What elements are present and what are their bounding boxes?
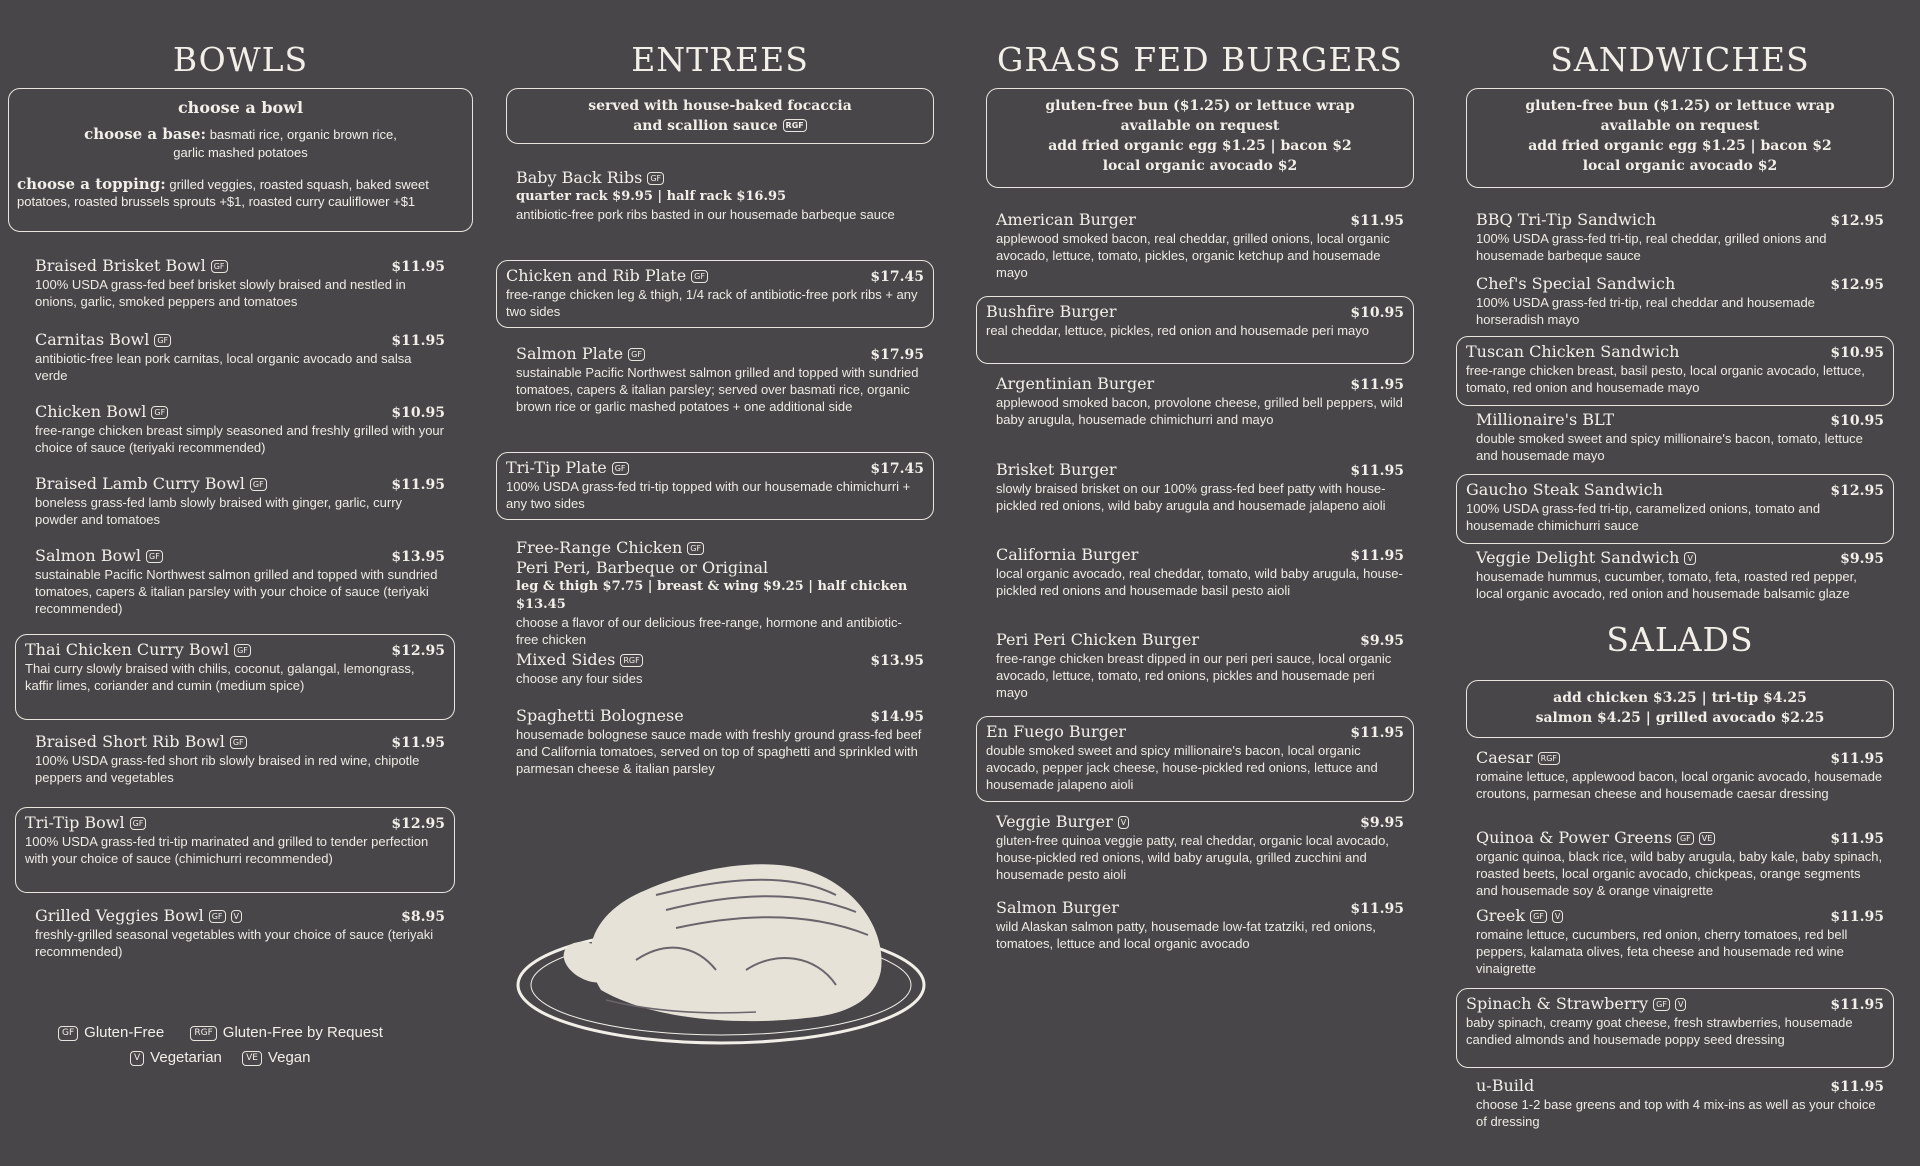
gf-icon: GF	[154, 334, 171, 347]
item-header	[1476, 906, 1884, 926]
item-description: 100% USDA grass-fed beef brisket slowly braised and nestled in onions, garlic, smoked peppers and tomatoes	[35, 277, 406, 309]
item-header	[986, 722, 1404, 742]
item-description: housemade bolognese sauce made with freshly ground grass-fed beef and California tomatoes, served on top of spaghetti and sprinkled with parmesan cheese & italian parsley	[516, 727, 922, 776]
item-header	[35, 402, 445, 422]
item-title	[1476, 210, 1656, 230]
menu-item	[506, 168, 934, 242]
item-price: $11.95	[1350, 463, 1404, 479]
item-name: American Burger	[996, 210, 1136, 229]
intro-line: add fried organic egg $1.25 | bacon $2	[1528, 138, 1832, 154]
menu-item	[1456, 474, 1894, 544]
item-title	[1466, 994, 1686, 1014]
item-header	[35, 474, 445, 494]
item-name: Braised Lamb Curry Bowl	[35, 474, 245, 493]
gf-icon: GF	[687, 542, 704, 555]
item-description: 100% USDA grass-fed short rib slowly braised in red wine, chipotle peppers and vegetables	[35, 753, 420, 785]
item-description: baby spinach, creamy goat cheese, fresh strawberries, housemade candied almonds and housemade poppy seed dressing	[1466, 1015, 1853, 1047]
menu-item	[506, 706, 934, 802]
menu-item	[25, 256, 455, 316]
item-price: $11.95	[391, 333, 445, 349]
item-price: $17.45	[870, 269, 924, 285]
item-name: Tuscan Chicken Sandwich	[1466, 342, 1680, 361]
item-name: Greek	[1476, 906, 1526, 925]
item-description: real cheddar, lettuce, pickles, red onion and housemade peri mayo	[986, 323, 1370, 338]
item-name: Salmon Bowl	[35, 546, 142, 565]
item-title	[25, 813, 146, 833]
item-header	[1476, 548, 1884, 568]
item-name: Grilled Veggies Bowl	[35, 906, 204, 925]
item-title	[35, 330, 171, 350]
item-title	[986, 722, 1126, 742]
item-description: 100% USDA grass-fed tri-tip, caramelized onions, tomato and housemade chimichurri sauce	[1466, 501, 1821, 533]
item-header	[1476, 828, 1884, 848]
menu-item	[25, 330, 455, 388]
item-name: Argentinian Burger	[996, 374, 1155, 393]
gf-icon: GF	[146, 550, 163, 563]
bowls-topping: choose a topping: grilled veggies, roasted squash, baked sweet potatoes, roasted brussels sprouts +$1, roasted curry cauliflower +$1	[17, 175, 429, 209]
menu-item	[25, 546, 455, 622]
gf-icon: GF	[1530, 910, 1547, 923]
item-title	[996, 545, 1138, 565]
gf-icon: GF	[230, 736, 247, 749]
item-name: u-Build	[1476, 1076, 1535, 1095]
menu-item	[986, 812, 1414, 890]
item-price: $11.95	[1830, 751, 1884, 767]
menu-item	[496, 452, 934, 520]
item-title	[25, 640, 251, 660]
item-header	[996, 630, 1404, 650]
item-header	[25, 640, 445, 660]
item-price: $10.95	[1830, 345, 1884, 361]
item-name: Chef's Special Sandwich	[1476, 274, 1676, 293]
intro-line: local organic avocado $2	[1582, 158, 1778, 174]
gf-icon: GF	[130, 817, 147, 830]
item-name: Spinach & Strawberry	[1466, 994, 1649, 1013]
item-name: Salmon Plate	[516, 344, 624, 363]
item-title	[35, 474, 267, 494]
item-price: $17.95	[870, 347, 924, 363]
burgers-column	[986, 0, 1414, 951]
item-price: $11.95	[1830, 831, 1884, 847]
item-description: freshly-grilled seasonal vegetables with your choice of sauce (teriyaki recommended)	[35, 927, 434, 959]
item-name: Chicken Bowl	[35, 402, 147, 421]
item-header	[996, 374, 1404, 394]
item-description: free-range chicken breast dipped in our peri peri sauce, local organic avocado, lettuce, tomato, red onions, pickles and housemade peri mayo	[996, 651, 1392, 700]
item-description: antibiotic-free pork ribs basted in our housemade barbeque sauce	[516, 207, 895, 222]
item-description: double smoked sweet and spicy millionaire's bacon, tomato, lettuce and housemade mayo	[1476, 431, 1863, 463]
bowls-choose: choose a bowl	[177, 98, 304, 117]
v-icon: V	[1675, 998, 1686, 1011]
menu-item	[1466, 274, 1894, 330]
burgers-intro-box	[986, 88, 1414, 188]
item-header	[996, 460, 1404, 480]
item-header	[1466, 480, 1884, 500]
item-title	[996, 898, 1119, 918]
item-name: Braised Brisket Bowl	[35, 256, 206, 275]
gf-icon: GF	[151, 406, 168, 419]
item-price: $9.95	[1360, 633, 1404, 649]
menu-item	[986, 898, 1414, 956]
item-price: $12.95	[391, 816, 445, 832]
menu-item	[25, 732, 455, 790]
item-header	[506, 458, 924, 478]
item-description: antibiotic-free lean pork carnitas, local organic avocado and salsa verde	[35, 351, 412, 383]
item-header	[996, 812, 1404, 832]
item-title	[1476, 748, 1560, 768]
item-title	[996, 374, 1154, 394]
rgf-icon: RGF	[190, 1026, 216, 1041]
item-price: $11.95	[1350, 377, 1404, 393]
item-title	[516, 706, 684, 726]
item-title	[516, 538, 704, 558]
item-name: Thai Chicken Curry Bowl	[25, 640, 230, 659]
item-description: organic quinoa, black rice, wild baby arugula, baby kale, baby spinach, roasted beets, local organic avocado, chickpeas, orange segments and housemade soy & orange vinaigrette	[1476, 849, 1883, 898]
item-description: choose any four sides	[516, 671, 643, 686]
menu-item	[986, 374, 1414, 452]
item-title	[506, 266, 708, 286]
menu-item	[1466, 828, 1894, 902]
menu-item	[976, 716, 1414, 802]
gf-icon: GF	[209, 910, 226, 923]
item-header	[35, 330, 445, 350]
item-header	[1476, 410, 1884, 430]
item-price: $11.95	[1830, 997, 1884, 1013]
item-title	[1476, 274, 1675, 294]
salads-heading: SALADS	[1606, 620, 1754, 659]
entrees-column	[506, 0, 934, 776]
item-title	[1476, 828, 1715, 848]
gf-icon: GF	[58, 1026, 78, 1041]
item-description: sustainable Pacific Northwest salmon grilled and topped with sundried tomatoes, capers & italian parsley with your choice of sauce (teriyaki recommended)	[35, 567, 438, 616]
menu-item	[986, 545, 1414, 623]
item-portions: quarter rack $9.95 | half rack $16.95	[516, 189, 787, 204]
item-description: boneless grass-fed lamb slowly braised with ginger, garlic, curry powder and tomatoes	[35, 495, 403, 527]
item-name: Chicken and Rib Plate	[506, 266, 687, 285]
item-name: Gaucho Steak Sandwich	[1466, 480, 1663, 499]
item-price: $14.95	[870, 709, 924, 725]
item-header	[35, 732, 445, 752]
item-price: $10.95	[391, 405, 445, 421]
item-name: Brisket Burger	[996, 460, 1117, 479]
item-price: $9.95	[1840, 551, 1884, 567]
item-description: free-range chicken breast simply seasoned and freshly grilled with your choice of sauce (teriyaki recommended)	[35, 423, 444, 455]
item-title	[996, 630, 1199, 650]
item-description: free-range chicken leg & thigh, 1/4 rack of antibiotic-free pork ribs + any two sides	[506, 287, 918, 319]
gf-icon: GF	[628, 348, 645, 361]
item-header	[516, 650, 924, 670]
item-price: $12.95	[391, 643, 445, 659]
item-price: $11.95	[1350, 901, 1404, 917]
item-header	[986, 302, 1404, 322]
menu-item	[25, 906, 455, 982]
item-name: Millionaire's BLT	[1476, 410, 1615, 429]
item-title	[1466, 480, 1663, 500]
item-name: Peri Peri Chicken Burger	[996, 630, 1199, 649]
item-description: 100% USDA grass-fed tri-tip marinated and grilled to tender perfection with your choice of sauce (chimichurri recommended)	[25, 834, 429, 866]
item-price: $11.95	[391, 477, 445, 493]
menu-item	[986, 630, 1414, 708]
v-icon: V	[1684, 552, 1695, 565]
item-name: Tri-Tip Bowl	[25, 813, 125, 832]
entrees-intro-box: served with house-baked focaccia and scallion sauce RGF	[506, 88, 934, 144]
item-description: applewood smoked bacon, real cheddar, grilled onions, local organic avocado, lettuce, tomato, pickles, organic ketchup and housemade mayo	[996, 231, 1390, 280]
item-name: Quinoa & Power Greens	[1476, 828, 1672, 847]
menu-item	[25, 402, 455, 460]
intro-line: local organic avocado $2	[1102, 158, 1298, 174]
item-name: Caesar	[1476, 748, 1533, 767]
item-name: BBQ Tri-Tip Sandwich	[1476, 210, 1657, 229]
v-icon: V	[231, 910, 242, 923]
sandwiches-column	[1466, 0, 1894, 1129]
intro-line: add chicken $3.25 | tri-tip $4.25	[1553, 690, 1807, 706]
item-price: $11.95	[391, 259, 445, 275]
item-description: free-range chicken breast, basil pesto, local organic avocado, lettuce, tomato, red onion and housemade mayo	[1466, 363, 1865, 395]
item-price: $12.95	[1830, 277, 1884, 293]
intro-line: gluten-free bun ($1.25) or lettuce wrap	[1045, 98, 1355, 114]
v-icon: V	[1552, 910, 1563, 923]
item-price: $10.95	[1830, 413, 1884, 429]
gf-icon: GF	[612, 462, 629, 475]
item-header	[1466, 342, 1884, 362]
gf-icon: GF	[234, 644, 251, 657]
item-description: sustainable Pacific Northwest salmon grilled and topped with sundried tomatoes, capers & italian parsley; served over basmati rice, organic brown rice or garlic mashed potatoes + one additional side	[516, 365, 919, 414]
menu-item	[986, 460, 1414, 538]
item-description: double smoked sweet and spicy millionaire's bacon, local organic avocado, pepper jack cheese, house-pickled red onions, lettuce and housemade jalapeno aioli	[986, 743, 1378, 792]
item-description: slowly braised brisket on our 100% grass-fed beef patty with house-pickled red onions, wild baby arugula and housemade jalapeno aioli	[996, 481, 1386, 513]
bowls-base: choose a base: basmati rice, organic brown rice, garlic mashed potatoes	[84, 125, 397, 160]
item-header	[996, 545, 1404, 565]
item-header	[1466, 994, 1884, 1014]
item-price: $11.95	[1830, 1079, 1884, 1095]
item-price: $13.95	[870, 653, 924, 669]
item-name: Carnitas Bowl	[35, 330, 150, 349]
legend: GF Gluten-Free RGF Gluten-Free by Request V Vegetarian VE Vegan	[58, 1024, 458, 1066]
item-name: Baby Back Ribs	[516, 168, 643, 187]
item-title	[35, 256, 228, 276]
item-price: $10.95	[1350, 305, 1404, 321]
item-title	[35, 546, 163, 566]
item-title	[1476, 906, 1563, 926]
item-portions: leg & thigh $7.75 | breast & wing $9.25 | half chicken $13.45	[516, 579, 908, 612]
item-title	[516, 650, 643, 670]
menu-item	[15, 807, 455, 893]
item-header	[506, 266, 924, 286]
gf-icon: GF	[647, 172, 664, 185]
intro-line: available on request	[1120, 118, 1280, 134]
menu-item	[1456, 336, 1894, 406]
item-header	[35, 546, 445, 566]
bowls-column	[8, 0, 473, 1066]
item-title	[506, 458, 629, 478]
menu-item	[976, 296, 1414, 364]
entrees-heading: ENTREES	[631, 40, 809, 79]
item-header	[516, 706, 924, 726]
item-description: applewood smoked bacon, provolone cheese, grilled bell peppers, wild baby arugula, housemade chimichurri and mayo	[996, 395, 1403, 427]
item-name: Mixed Sides	[516, 650, 616, 669]
item-price: $8.95	[401, 909, 445, 925]
item-header	[1476, 1076, 1884, 1096]
item-header	[1476, 210, 1884, 230]
v-icon: V	[130, 1051, 144, 1066]
item-description: local organic avocado, real cheddar, tomato, wild baby arugula, house-pickled red onions and housemade basil pesto aioli	[996, 566, 1403, 598]
item-name: Braised Short Rib Bowl	[35, 732, 225, 751]
item-header	[516, 168, 924, 188]
item-header	[996, 210, 1404, 230]
item-description: choose 1-2 base greens and top with 4 mix-ins as well as your choice of dressing	[1476, 1097, 1876, 1129]
item-name: Salmon Burger	[996, 898, 1119, 917]
item-title	[516, 344, 645, 364]
item-name: California Burger	[996, 545, 1139, 564]
item-header	[516, 344, 924, 364]
item-description: choose a flavor of our delicious free-range, hormone and antibiotic-free chicken	[516, 615, 902, 647]
roast-chicken-illustration	[516, 850, 926, 1070]
sandwiches-intro-box	[1466, 88, 1894, 188]
item-title	[996, 210, 1136, 230]
item-header	[1476, 274, 1884, 294]
item-description: Thai curry slowly braised with chilis, coconut, galangal, lemongrass, kaffir limes, coriander and cumin (medium spice)	[25, 661, 415, 693]
item-name: Tri-Tip Plate	[506, 458, 607, 477]
item-description: 100% USDA grass-fed tri-tip, real cheddar and housemade horseradish mayo	[1476, 295, 1815, 327]
item-header	[35, 256, 445, 276]
item-name-line2: Peri Peri, Barbeque or Original	[516, 558, 769, 577]
gf-icon: GF	[691, 270, 708, 283]
item-name: En Fuego Burger	[986, 722, 1126, 741]
gf-icon: GF	[211, 260, 228, 273]
item-description: romaine lettuce, applewood bacon, local organic avocado, housemade croutons, parmesan cheese and housemade caesar dressing	[1476, 769, 1883, 801]
menu-item	[1466, 748, 1894, 824]
item-price: $11.95	[1350, 213, 1404, 229]
item-title	[1476, 548, 1696, 568]
item-title	[35, 906, 242, 926]
item-name: Bushfire Burger	[986, 302, 1117, 321]
item-title	[1476, 410, 1614, 430]
menu-item	[1466, 1076, 1894, 1136]
item-title	[986, 302, 1117, 322]
salads-intro-box	[1466, 680, 1894, 738]
rgf-icon: RGF	[620, 654, 642, 667]
item-title	[996, 460, 1116, 480]
menu-item	[1466, 410, 1894, 466]
menu-item	[1466, 906, 1894, 982]
item-price: $17.45	[870, 461, 924, 477]
bowls-heading: BOWLS	[172, 40, 309, 79]
item-title	[996, 812, 1129, 832]
ve-icon: VE	[242, 1051, 262, 1066]
menu-item	[496, 260, 934, 328]
item-description: housemade hummus, cucumber, tomato, feta, roasted red pepper, local organic avocado, red onion and housemade balsamic glaze	[1476, 569, 1857, 601]
item-price: $12.95	[1830, 213, 1884, 229]
item-price: $12.95	[1830, 483, 1884, 499]
item-description: wild Alaskan salmon patty, housemade low-fat tzatziki, red onions, tomatoes, lettuce and local organic avocado	[996, 919, 1376, 951]
item-header	[996, 898, 1404, 918]
menu-item	[25, 474, 455, 532]
v-icon: V	[1118, 816, 1129, 829]
rgf-icon: RGF	[783, 119, 807, 132]
menu-item	[1456, 988, 1894, 1068]
item-name: Spaghetti Bolognese	[516, 706, 684, 725]
item-header	[25, 813, 445, 833]
item-price: $11.95	[1350, 548, 1404, 564]
item-header	[35, 906, 445, 926]
bowls-intro-box	[8, 88, 473, 232]
intro-line: available on request	[1600, 118, 1760, 134]
item-title	[35, 402, 168, 422]
sandwiches-heading: SANDWICHES	[1550, 40, 1810, 79]
item-description: 100% USDA grass-fed tri-tip topped with our housemade chimichurri + any two sides	[506, 479, 911, 511]
item-price: $13.95	[391, 549, 445, 565]
rgf-icon: RGF	[1538, 752, 1560, 765]
burgers-heading: GRASS FED BURGERS	[997, 40, 1403, 79]
item-title	[1466, 342, 1679, 362]
item-description: gluten-free quinoa veggie patty, real cheddar, organic local avocado, house-pickled red onions, wild baby arugula, grilled zucchini and housemade pesto aioli	[996, 833, 1389, 882]
item-price: $9.95	[1360, 815, 1404, 831]
item-title	[516, 168, 664, 188]
intro-line: salmon $4.25 | grilled avocado $2.25	[1535, 710, 1825, 726]
menu-item	[1466, 548, 1894, 622]
menu-item	[506, 650, 934, 694]
item-price: $11.95	[1830, 909, 1884, 925]
menu-item	[506, 344, 934, 436]
item-header	[1476, 748, 1884, 768]
menu-item	[15, 634, 455, 720]
item-title	[35, 732, 247, 752]
item-name: Veggie Burger	[996, 812, 1113, 831]
gf-icon: GF	[1677, 832, 1694, 845]
gf-icon: GF	[1653, 998, 1670, 1011]
menu-item	[506, 538, 934, 647]
item-title	[1476, 1076, 1534, 1096]
intro-line: gluten-free bun ($1.25) or lettuce wrap	[1525, 98, 1835, 114]
gf-icon: GF	[250, 478, 267, 491]
item-name: Free-Range Chicken	[516, 538, 683, 557]
item-price: $11.95	[1350, 725, 1404, 741]
menu-item	[986, 210, 1414, 288]
ve-icon: VE	[1699, 832, 1716, 845]
item-price: $11.95	[391, 735, 445, 751]
item-name: Veggie Delight Sandwich	[1476, 548, 1680, 567]
menu-item	[1466, 210, 1894, 266]
item-description: romaine lettuce, cucumbers, red onion, cherry tomatoes, red bell peppers, kalamata olives, feta cheese and housemade red wine vinaigrette	[1476, 927, 1848, 976]
item-description: 100% USDA grass-fed tri-tip, real cheddar, grilled onions and housemade barbeque sauce	[1476, 231, 1827, 263]
intro-line: add fried organic egg $1.25 | bacon $2	[1048, 138, 1352, 154]
item-header	[516, 538, 924, 558]
